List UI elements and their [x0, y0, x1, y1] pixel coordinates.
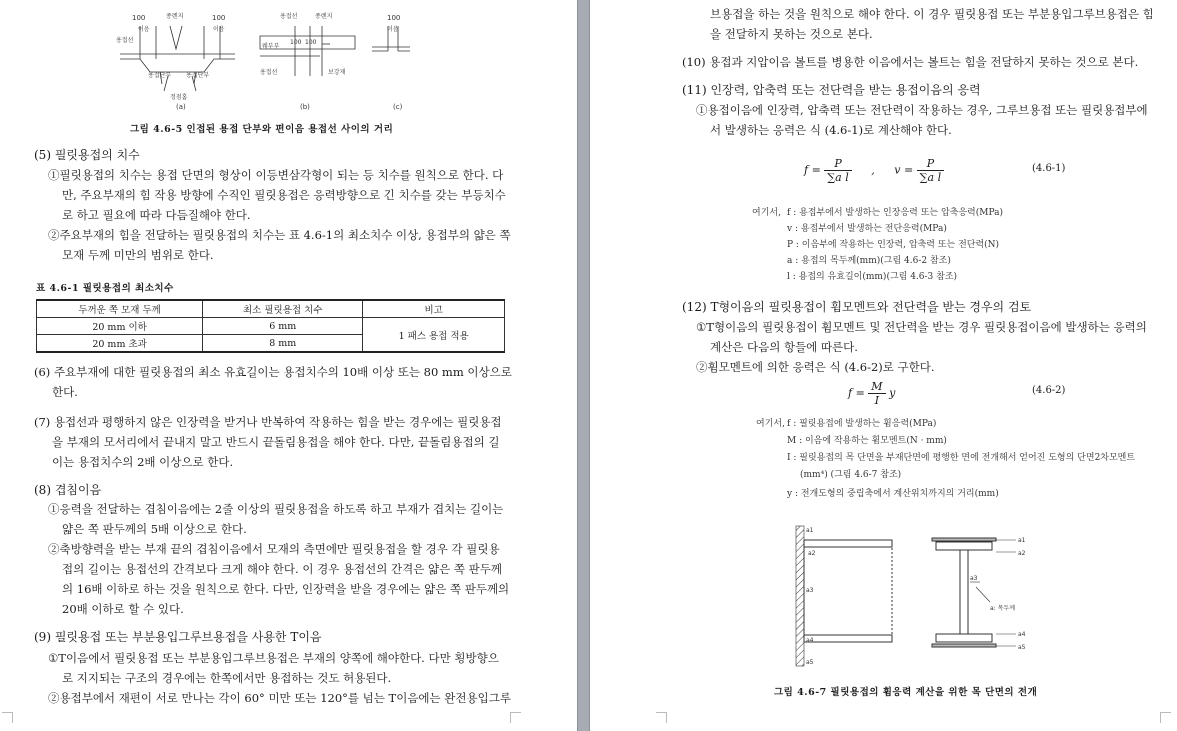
crop-mark [656, 712, 667, 723]
where-item: a : 용접의 목두께(mm)(그림 4.6-2 참조) [787, 256, 951, 266]
label-flange: 종렌지 [315, 13, 333, 20]
section-8-title: (8) 겹침이음 [34, 483, 102, 497]
eq-denominator: I [874, 394, 880, 407]
thickness-label: a: 목두께 [990, 605, 1015, 612]
eq-fraction [824, 157, 851, 184]
where-item: M : 이음에 작용하는 휨모멘트(N · mm) [787, 436, 947, 446]
where-item: l : 용접의 유효길이(mm)(그림 4.6-3 참조) [787, 272, 958, 282]
section-9-title: (9) 필릿용접 또는 부분용입그루브용접을 사용한 T이음 [34, 630, 322, 644]
where-lead: 여기서, [752, 208, 781, 218]
label-igeum: 이음 [387, 26, 399, 33]
eq-numerator: P [824, 157, 851, 171]
s8-p1-line2: 얇은 쪽 판두께의 5배 이상으로 한다. [62, 522, 247, 536]
where-item: v : 용접부에서 발생하는 전단응력(MPa) [787, 224, 947, 234]
s8-p1-line1: ①응력을 전달하는 겹침이음에는 2줄 이상의 필릿용접을 하도록 하고 부재가 겹치는 길이는 [48, 502, 504, 516]
s9-p2-line1: ②용접부에서 재편이 서로 만나는 각이 60° 미만 또는 120°를 넘는 T이음에는 완전용입그루 [48, 691, 511, 705]
label-web: 웨부부 [262, 43, 280, 50]
min-fillet-table [36, 299, 505, 353]
label-100: 100 [387, 14, 401, 22]
table-cell: 8 mm [203, 335, 363, 353]
label-weld-line: 용접선 [116, 37, 134, 44]
eq-y: y [889, 386, 896, 400]
table-header: 최소 필릿용접 치수 [203, 300, 363, 318]
eq-v: v = [894, 163, 914, 177]
eq-number: (4.6-2) [1032, 385, 1066, 396]
s11-p1-line2: 서 발생하는 응력은 식 (4.6-1)로 계산해야 한다. [710, 123, 952, 137]
s8-p2-line3: 의 16배 이하로 하는 것을 원칙으로 한다. 다만, 인장력을 받을 경우에는 얇은 쪽 판두께의 [62, 582, 510, 596]
label-100: 100 [290, 39, 302, 46]
where-lead: 여기서, [756, 419, 785, 429]
left-page [0, 0, 577, 731]
table-header: 두꺼운 쪽 모재 두께 [37, 300, 203, 318]
table-cell-note: 1 패스 용접 적용 [363, 318, 505, 353]
wall-hatch [796, 526, 804, 666]
dim-label: a4 [1018, 631, 1026, 638]
eq-fraction [868, 380, 885, 407]
table-cell: 20 mm 이하 [37, 318, 203, 335]
section-12-title: (12) T형이음의 필릿용접이 휨모멘트와 전단력을 받는 경우의 검토 [682, 300, 1032, 314]
s5-p2-line2: 모재 두께 미만의 범위로 한다. [62, 248, 214, 262]
label-100: 100 [212, 14, 226, 22]
equation-4-6-2 [848, 380, 895, 407]
dim-label: a1 [1018, 537, 1026, 544]
s5-p1-line3: 로 하고 필요에 따라 다듬질해야 한다. [62, 208, 251, 222]
sub-label-a: (a) [176, 103, 186, 111]
s8-p2-line1: ②축방향력을 받는 부재 끝의 겹침이음에서 모재의 측면에만 필릿용접을 할 경우 각 필릿용 [48, 542, 500, 556]
where-item: I : 필릿용접의 목 단면을 부재단면에 평행한 면에 전개해서 얻어진 도형의 단면2차모멘트 [787, 453, 1136, 463]
label-weld-end: 용접단부 [186, 72, 210, 79]
table-row [37, 318, 505, 335]
label-weld-line: 용접선 [260, 69, 278, 76]
label-100: 100 [132, 14, 146, 22]
label-groove: 정점홈 [170, 94, 188, 101]
figure-caption: 그림 4.6-7 필릿용접의 휨응력 계산을 위한 목 단면의 전개 [774, 687, 1038, 698]
s8-p2-line2: 접의 길이는 용접선의 간격보다 크게 해야 한다. 이 경우 용접선의 간격은 얇은 쪽 판두께 [62, 562, 502, 576]
eq-number: (4.6-1) [1032, 163, 1066, 174]
table-cell: 6 mm [203, 318, 363, 335]
s9-p1-line2: 로 지지되는 구조의 경우에는 한쪽에서만 용접하는 것도 허용된다. [62, 671, 392, 685]
section-11-title: (11) 인장력, 압축력 또는 전단력을 받는 용접이음의 응력 [682, 83, 981, 97]
section-5-title: (5) 필릿용접의 치수 [34, 148, 140, 162]
crop-mark [510, 712, 521, 723]
label-100: 100 [305, 39, 317, 46]
s6-line1: (6) 주요부재에 대한 필릿용접의 최소 유효길이는 용접치수의 10배 이상 또는 80 mm 이상으로 [34, 365, 512, 379]
eq-numerator: P [917, 157, 944, 171]
where-item: f : 필릿용접에 발생하는 휨응력(MPa) [787, 419, 937, 429]
where-item: f : 용접부에서 발생하는 인장응력 또는 압축응력(MPa) [787, 208, 1003, 218]
s5-p2-line1: ②주요부재의 힘을 전달하는 필릿용접의 치수는 표 4.6-1의 최소치수 이상, 용접부의 얇은 쪽 [48, 228, 511, 242]
label-weld-end: 용접단부 [148, 72, 172, 79]
figure-caption: 그림 4.6-5 인접된 용접 단부와 편이음 용접선 사이의 거리 [130, 124, 394, 135]
dim-label: a3 [970, 575, 978, 582]
eq-f: f = [804, 163, 821, 177]
dim-label: a2 [808, 550, 816, 557]
dim-label: a5 [1018, 644, 1026, 651]
table-header: 비고 [363, 300, 505, 318]
label-flange: 종렌지 [166, 13, 184, 20]
s7-line3: 이는 용접치수의 2배 이상으로 한다. [52, 455, 234, 469]
s7-line1: (7) 용접선과 평행하지 않은 인장력을 받거나 반복하여 작용하는 힘을 받는 경우에는 필릿용접 [34, 415, 502, 429]
eq-fraction [917, 157, 944, 184]
s12-p1-line2: 계산은 다음의 항들에 따른다. [710, 340, 858, 354]
section-10: (10) 용접과 지압이음 볼트를 병용한 이음에서는 볼트는 힘을 전달하지 못하는 것으로 본다. [682, 55, 1139, 69]
page-gutter [577, 0, 590, 731]
label-stiffener: 보강재 [328, 69, 346, 76]
cont-line2: 을 전달하지 못하는 것으로 본다. [710, 27, 873, 41]
s12-p1-line1: ①T형이음의 필릿용접이 휨모멘트 및 전단력을 받는 경우 필릿용접이음에 발생하는 응력의 [696, 320, 1147, 334]
dim-label: a3 [806, 587, 814, 594]
s9-p1-line1: ①T이음에서 필릿용접 또는 부분용입그루브용접은 부재의 양쪽에 해야한다. 다만 횡방향으 [48, 651, 499, 665]
where-item: (mm⁴) (그림 4.6-7 참조) [800, 470, 902, 480]
s5-p1-line1: ①필릿용접의 치수는 용접 단면의 형상이 이등변삼각형이 되는 등 치수를 원칙으로 한다. 다 [48, 168, 504, 182]
cont-line1: 브용접을 하는 것을 원칙으로 해야 한다. 이 경우 필릿용접 또는 부분용입그루브용접은 힘 [710, 7, 1154, 21]
right-page [590, 0, 1177, 731]
dim-label: a1 [806, 527, 814, 534]
eq-denominator: ∑a l [919, 171, 942, 184]
where-item: P : 이음부에 작용하는 인장력, 압축력 또는 전단력(N) [787, 240, 1000, 250]
label-weld-line: 용접선 [280, 13, 298, 20]
dim-label: a4 [806, 637, 814, 644]
eq-f: f = [848, 386, 865, 400]
sub-label-b: (b) [300, 103, 310, 111]
table-cell: 20 mm 초과 [37, 335, 203, 353]
eq-denominator: ∑a l [827, 171, 849, 184]
s12-p2: ②휨모멘트에 의한 응력은 식 (4.6-2)로 구한다. [696, 360, 935, 374]
weld-distance-figure [100, 4, 420, 112]
label-igeum: 이음 [213, 26, 225, 33]
equation-4-6-1 [804, 157, 944, 184]
s7-line2: 을 부재의 모서리에서 끝내지 말고 반드시 끝돌림용접을 해야 한다. 다만, 끝돌림용접의 길 [52, 435, 500, 449]
dim-label: a5 [806, 659, 814, 666]
s11-p1-line1: ①용접이음에 인장력, 압축력 또는 전단력이 작용하는 경우, 그루브용접 또는 필릿용접부에 [696, 103, 1148, 117]
crop-mark [2, 712, 13, 723]
eq-numerator: M [868, 380, 885, 394]
label-igeum: 이음 [138, 26, 150, 33]
s8-p2-line4: 20배 이하로 할 수 있다. [62, 602, 184, 616]
sub-label-c: (c) [393, 103, 403, 111]
s5-p1-line2: 만, 주요부재의 힘 작용 방향에 수직인 필릿용접은 응력방향으로 긴 치수를 갖는 부등치수 [62, 188, 506, 202]
table-caption: 표 4.6-1 필릿용접의 최소치수 [36, 283, 174, 294]
throat-section-figure [790, 522, 1060, 674]
table-header-row [37, 300, 505, 318]
s6-line2: 한다. [52, 385, 78, 399]
crop-mark [1160, 712, 1171, 723]
dim-label: a2 [1018, 550, 1026, 557]
eq-comma: , [871, 163, 875, 177]
where-item: y : 전개도형의 중립축에서 계산위치까지의 거리(mm) [787, 489, 999, 499]
